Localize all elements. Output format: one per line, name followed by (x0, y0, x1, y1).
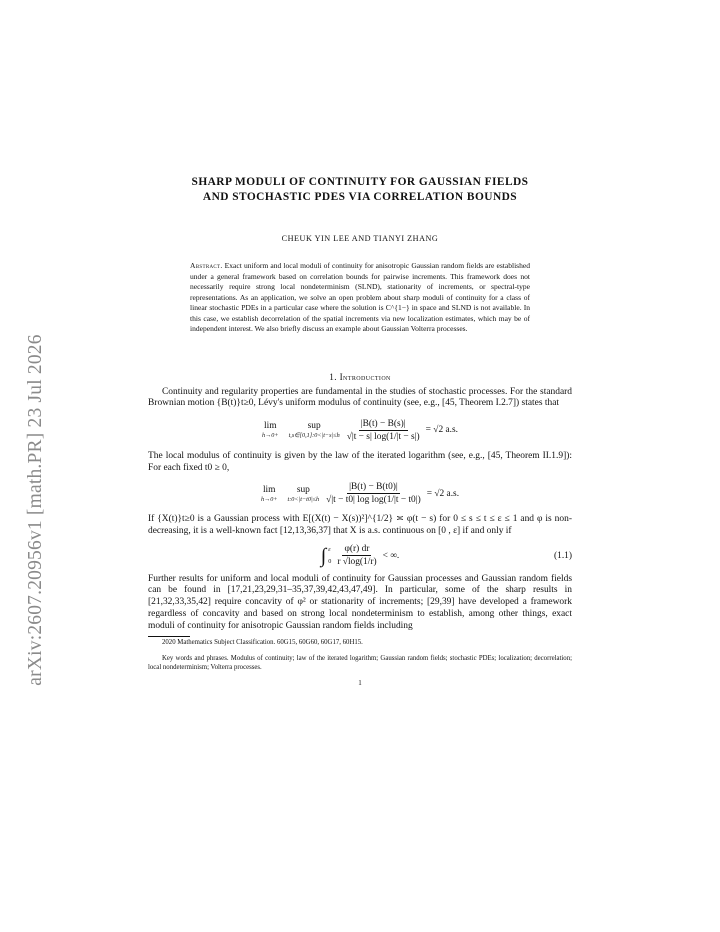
paper-page (148, 170, 572, 687)
title-line-2: AND STOCHASTIC PDES VIA CORRELATION BOUNDS (202, 191, 518, 203)
eq1-lim: lim (264, 421, 277, 432)
paper-title (148, 175, 572, 205)
footnote-rule (148, 636, 190, 637)
equation-lil (148, 482, 572, 505)
eq2-lim: lim (262, 484, 276, 495)
eq2-rhs: = √2 a.s. (426, 488, 460, 499)
authors: CHEUK YIN LEE AND TIANYI ZHANG (281, 234, 439, 243)
eq1-lim-sub: h→0+ (262, 432, 279, 440)
eq3-rhs: < ∞. (382, 550, 400, 561)
eq1-sup: sup (307, 421, 321, 432)
arxiv-stamp (22, 330, 50, 690)
paragraph-1: Continuity and regularity properties are fundamental in the studies of stochastic processes. For the standard Brownian motion {B(t)}t≥0, Lévy's uniform modulus of continuity (see, e.g., [45, Theorem I.2.7]) states that (148, 386, 572, 409)
abstract-text: Exact uniform and local moduli of continuity for anisotropic Gaussian random fields are established under a general framework based on correlation bounds for pairwise increments. This framework does not necessarily require strong local nondeterminism (SLND), stationarity of increments, or spectral-type representations. As an application, we solve an open problem about sharp moduli of continuity for a class of linear stochastic PDEs in a particular case where the solution is C^{1−} in space and SLND is not available. In this case, we establish decorrelation of the spatial increments via new localization estimates, which may be of independent interest. We also briefly discuss an example about Gaussian Volterra processes. (190, 261, 530, 333)
eq2-sup: sup (296, 484, 310, 495)
eq1-numerator: |B(t) − B(s)| (360, 418, 406, 429)
eq3-numerator: φ(r) dr (344, 544, 370, 555)
eq2-sup-sub: t:0<|t−t0|≤h (287, 495, 320, 503)
paragraph-2: The local modulus of continuity is given by the law of the iterated logarithm (see, e.g., [45, Theorem II.1.9]): For each fixed t0 ≥ 0, (148, 450, 572, 473)
eq2-denominator: √|t − t0| log log(1/|t − t0|) (326, 495, 421, 506)
equation-1-1 (148, 544, 572, 568)
abstract-label: Abstract. (190, 261, 223, 270)
eq3-denominator: r √log(1/r) (337, 557, 377, 568)
eq1-rhs: = √2 a.s. (425, 425, 458, 436)
arxiv-stamp-text: arXiv:2607.20956v1 [math.PR] 23 Jul 2026 (25, 334, 46, 686)
footnote-msc: 2020 Mathematics Subject Classification. 60G15, 60G60, 60G17, 60H15. (162, 639, 363, 647)
abstract (190, 261, 530, 335)
eq2-numerator: |B(t) − B(t0)| (349, 482, 398, 493)
title-line-1: SHARP MODULI OF CONTINUITY FOR GAUSSIAN FIELDS (191, 176, 529, 188)
page-number: 1 (358, 679, 362, 688)
eq3-upper: ε (328, 545, 331, 553)
section-heading: 1. Introduction (329, 371, 391, 382)
paragraph-3: If {X(t)}t≥0 is a Gaussian process with E[(X(t) − X(s))²]^{1/2} ≍ φ(t − s) for 0 ≤ s ≤ t ≤ ε ≤ 1 and φ is non-decreasing, it is a well-known fact [12,13,36,37] that X is a.s. continuous on [0 , ε] if and only if (148, 514, 572, 537)
eq3-integral: ∫ (320, 544, 327, 567)
equation-levy-modulus (148, 419, 572, 442)
eq1-denominator: √|t − s| log(1/|t − s|) (346, 431, 420, 442)
eq3-lower: 0 (328, 557, 332, 565)
equation-number: (1.1) (554, 550, 572, 561)
paragraph-4: Further results for uniform and local moduli of continuity for Gaussian processes and Gaussian random fields can be found in [17,21,23,29,31–35,37,39,42,43,47,49]. In particular, some of the sharp results in [21,32,33,35,42] require concavity of φ² or stationarity of increments; [29,39] have developed a framework regardless of concavity and based on strong local nondeterminism to establish, among other things, exact moduli of continuity for anisotropic Gaussian random fields including (148, 573, 572, 631)
eq1-sup-sub: t,s∈[0,1]:0<|t−s|≤h (288, 432, 340, 440)
eq2-lim-sub: h→0+ (260, 495, 278, 503)
footnote-keywords: Key words and phrases. Modulus of continuity; law of the iterated logarithm; Gaussian random fields; stochastic PDEs; localization; decorrelation; local nondeterminism; Volterra processes. (148, 654, 572, 671)
